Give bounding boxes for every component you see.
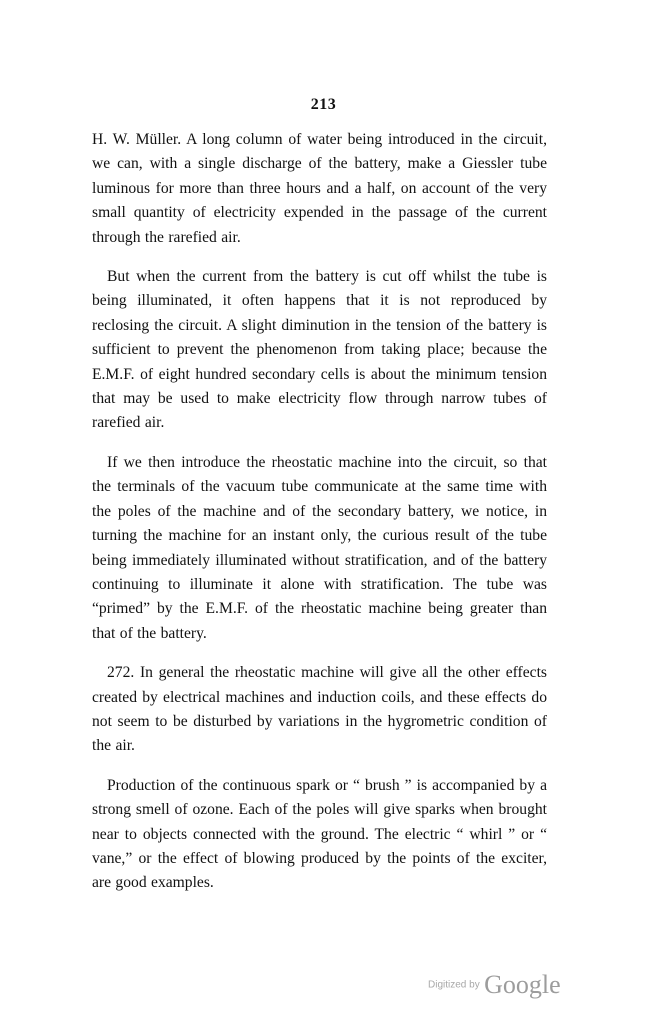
paragraph-1: H. W. Müller. A long column of water being introduced in the circuit, we can, with a single discharge of the battery, make a Giessler tube luminous for more than three hours and a half, on account of the very small quantity of electricity expended in the passage of the current through the rarefied air. [92, 131, 547, 246]
page-number: 213 [310, 96, 337, 113]
digitized-by-google-watermark [428, 970, 561, 1000]
paragraph-2: But when the current from the battery is cut off whilst the tube is being illuminated, it often happens that it is not reproduced by reclosing the circuit. A slight diminution in the tension of the battery is sufficient to prevent the phenomenon from taking place; because the E.M.F. of eight hundred secondary cells is about the minimum tension that may be used to make electricity flow through narrow tubes of rarefied air. [92, 268, 547, 432]
paragraph-5: Production of the continuous spark or “ brush ” is accompanied by a strong smell of ozone. Each of the poles will give sparks when brought near to objects connected with the ground. The electric “ whirl ” or “ vane,” or the effect of blowing produced by the points of the exciter, are good examples. [92, 776, 547, 892]
digitized-by-label: Digitized by [428, 979, 480, 991]
body-text [92, 128, 547, 911]
paragraph-3: If we then introduce the rheostatic machine into the circuit, so that the terminals of the vacuum tube communicate at the same time with the poles of the machine and of the secondary battery, we notice, in turning the machine for an instant only, the curious result of the tube being immediately illuminated without stratification, and of the battery continuing to illuminate it alone with stratification. The tube was “primed” by the E.M.F. of the rheostatic machine being greater than that of the battery. [92, 453, 547, 642]
paragraph-4: 272. In general the rheostatic machine will give all the other effects created by electrical machines and induction coils, and these effects do not seem to be disturbed by variations in the hygrometric condition of the air. [92, 664, 547, 755]
google-logo-text: Google [484, 970, 561, 999]
